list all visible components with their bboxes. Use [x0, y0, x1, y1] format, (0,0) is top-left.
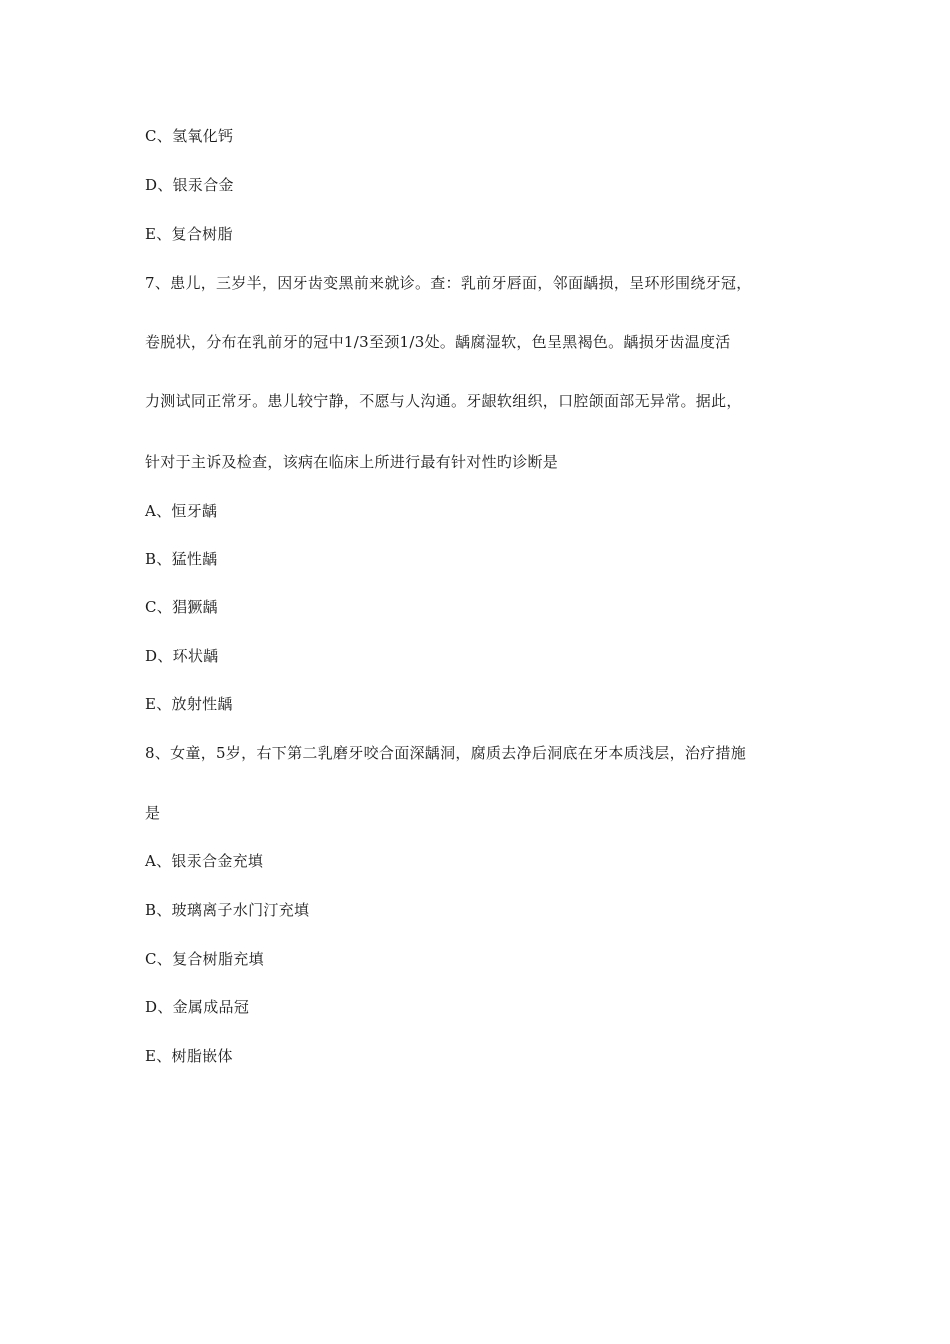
- q7-option-a: A、恒牙龋: [145, 502, 218, 520]
- q8-stem-line-1: 8、女童，5岁，右下第二乳磨牙咬合面深龋洞，腐质去净后洞底在牙本质浅层，治疗措施: [145, 744, 747, 762]
- q8-option-c: C、复合树脂充填: [145, 950, 264, 968]
- q7-option-c: C、猖獗龋: [145, 598, 218, 616]
- q7-stem-line-2: 卷脱状，分布在乳前牙的冠中1/3至颈1/3处。龋腐湿软，色呈黑褐色。龋损牙齿温度活: [145, 333, 731, 351]
- q7-stem-line-4: 针对于主诉及检查，该病在临床上所进行最有针对性旳诊断是: [145, 453, 559, 471]
- q8-stem-line-2: 是: [145, 804, 161, 822]
- q7-option-b: B、猛性龋: [145, 550, 218, 568]
- q8-option-a: A、银汞合金充填: [145, 852, 264, 870]
- q8-option-e: E、树脂嵌体: [145, 1047, 233, 1065]
- q8-option-d: D、金属成品冠: [145, 998, 250, 1016]
- q6-option-c: C、氢氧化钙: [145, 127, 234, 145]
- q6-option-d: D、银汞合金: [145, 176, 234, 194]
- q7-stem-line-1: 7、患儿，三岁半，因牙齿变黑前来就诊。查：乳前牙唇面，邻面龋损，呈环形围绕牙冠，: [145, 274, 752, 292]
- q8-option-b: B、玻璃离子水门汀充填: [145, 901, 310, 919]
- q7-option-d: D、环状龋: [145, 647, 219, 665]
- q7-stem-line-3: 力测试同正常牙。患儿较宁静，不愿与人沟通。牙龈软组织，口腔颌面部无异常。据此，: [145, 392, 742, 410]
- q6-option-e: E、复合树脂: [145, 225, 233, 243]
- q7-option-e: E、放射性龋: [145, 695, 233, 713]
